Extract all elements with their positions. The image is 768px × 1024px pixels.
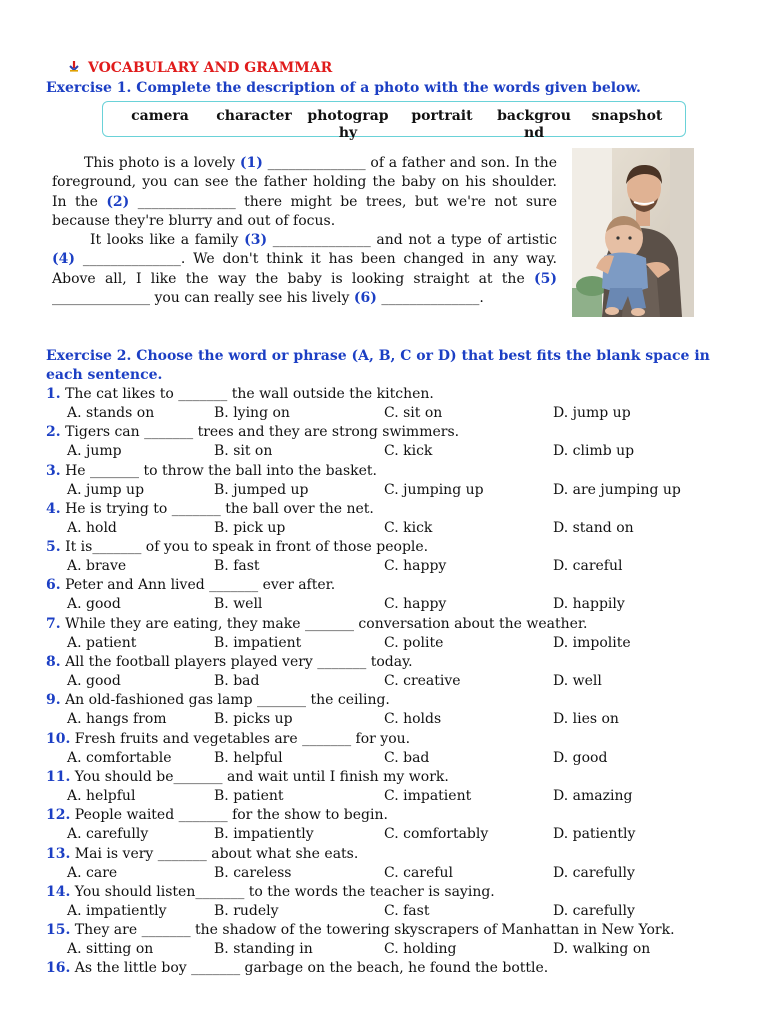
question-stem	[46, 653, 413, 672]
option-b[interactable]: B. standing in	[214, 941, 313, 958]
option-d[interactable]: D. good	[553, 749, 608, 766]
question-stem	[46, 500, 374, 519]
option-a[interactable]: A. brave	[67, 558, 127, 575]
question-text: While they are eating, they make _______ conversation about the weather.	[60, 615, 588, 632]
option-d[interactable]: D. walking on	[553, 941, 651, 958]
question-item	[46, 462, 746, 500]
question-text: All the football players played very _______ today.	[60, 654, 413, 671]
question-number: 8.	[46, 654, 61, 671]
question-number: 2.	[46, 424, 61, 441]
question-item	[46, 959, 746, 997]
option-b[interactable]: B. lying on	[214, 405, 290, 421]
question-number: 15.	[46, 922, 71, 939]
option-c[interactable]: C. happy	[384, 596, 447, 613]
question-text: Mai is very _______ about what she eats.	[70, 845, 359, 862]
option-c[interactable]: C. impatient	[384, 787, 472, 804]
question-text: Peter and Ann lived _______ ever after.	[60, 577, 336, 594]
question-number: 10.	[46, 730, 71, 747]
option-a[interactable]: A. helpful	[67, 787, 136, 804]
question-item	[46, 883, 746, 921]
question-text: Tigers can _______ trees and they are strong swimmers.	[60, 424, 460, 441]
bullet-arrow-icon	[68, 60, 82, 76]
question-item	[46, 806, 746, 844]
question-stem	[46, 538, 428, 557]
question-item	[46, 730, 746, 768]
exercise1-title: Exercise 1. Complete the description of a photo with the words given below.	[46, 80, 641, 96]
question-list	[46, 385, 746, 998]
question-text: People waited _______ for the show to begin.	[70, 807, 388, 824]
option-c[interactable]: C. kick	[384, 443, 433, 460]
option-d[interactable]: D. climb up	[553, 443, 635, 460]
option-c[interactable]: C. fast	[384, 902, 430, 919]
question-stem	[46, 730, 410, 749]
section-title-text: VOCABULARY AND GRAMMAR	[88, 60, 333, 76]
option-b[interactable]: B. careless	[214, 864, 292, 881]
question-text: As the little boy _______ garbage on the beach, he found the bottle.	[70, 960, 549, 977]
word-item: photograp hy	[307, 108, 389, 141]
question-item	[46, 921, 746, 959]
exercise2-title: Exercise 2. Choose the word or phrase (A, B, C or D) that best fits the blank space in each sentence.	[46, 348, 710, 383]
question-stem	[46, 768, 449, 787]
option-a[interactable]: A. care	[67, 864, 118, 881]
word-item: backgrou nd	[497, 108, 571, 141]
question-number: 1.	[46, 386, 61, 402]
word-item: snapshot	[591, 108, 663, 124]
question-item	[46, 500, 746, 538]
option-b[interactable]: B. bad	[214, 673, 260, 690]
option-a[interactable]: A. stands on	[67, 405, 155, 421]
question-number: 16.	[46, 960, 71, 977]
passage-paragraph: This photo is a lovely (1) ______________ of a father and son. In the foreground, you can see the father holding the baby on his shoulder. In the (2) ______________ there might be trees, but we're not sure because they're blurry and out of focus.	[52, 155, 558, 229]
option-d[interactable]: D. carefully	[553, 864, 635, 881]
father-son-photo	[572, 148, 694, 317]
question-number: 9.	[46, 692, 61, 709]
question-item	[46, 845, 746, 883]
option-c[interactable]: C. kick	[384, 519, 433, 536]
photo-description-passage	[52, 154, 557, 308]
option-b[interactable]: B. pick up	[214, 519, 286, 536]
option-a[interactable]: A. carefully	[67, 826, 149, 843]
option-c[interactable]: C. polite	[384, 634, 444, 651]
option-a[interactable]: A. sitting on	[67, 941, 154, 958]
question-item	[46, 576, 746, 614]
question-text: You should be_______ and wait until I finish my work.	[70, 768, 449, 785]
option-c[interactable]: C. creative	[384, 673, 461, 690]
question-text: It is_______ of you to speak in front of those people.	[60, 539, 429, 556]
option-d[interactable]: D. careful	[553, 558, 623, 575]
question-item	[46, 691, 746, 729]
question-item	[46, 538, 746, 576]
question-stem	[46, 806, 388, 825]
question-stem	[46, 385, 434, 404]
option-d[interactable]: D. amazing	[553, 787, 633, 804]
word-item: portrait	[411, 108, 473, 124]
question-item	[46, 423, 746, 461]
option-d[interactable]: D. patiently	[553, 826, 636, 843]
question-item	[46, 653, 746, 691]
question-number: 7.	[46, 615, 61, 632]
question-text: They are _______ the shadow of the towering skyscrapers of Manhattan in New York.	[70, 922, 675, 939]
question-number: 6.	[46, 577, 61, 594]
option-c[interactable]: C. sit on	[384, 405, 443, 421]
question-text: An old-fashioned gas lamp _______ the ceiling.	[60, 692, 390, 709]
option-a[interactable]: A. hangs from	[67, 711, 167, 728]
option-d[interactable]: D. lies on	[553, 711, 619, 728]
option-a[interactable]: A. jump up	[67, 481, 145, 498]
option-b[interactable]: B. fast	[214, 558, 260, 575]
word-item: character	[216, 108, 292, 124]
option-c[interactable]: C. holding	[384, 941, 457, 958]
option-d[interactable]: D. carefully	[553, 902, 635, 919]
option-c[interactable]: C. happy	[384, 558, 447, 575]
option-a[interactable]: A. good	[67, 673, 121, 690]
question-stem	[46, 921, 675, 940]
option-c[interactable]: C. careful	[384, 864, 453, 881]
question-number: 4.	[46, 500, 61, 517]
option-d[interactable]: D. happily	[553, 596, 625, 613]
question-stem	[46, 845, 358, 864]
option-a[interactable]: A. patient	[67, 634, 137, 651]
question-number: 11.	[46, 768, 71, 785]
option-d[interactable]: D. stand on	[553, 519, 634, 536]
option-a[interactable]: A. impatiently	[67, 902, 167, 919]
option-a[interactable]: A. hold	[67, 519, 117, 536]
option-b[interactable]: B. well	[214, 596, 263, 613]
question-number: 12.	[46, 807, 71, 824]
option-c[interactable]: C. holds	[384, 711, 442, 728]
question-stem	[46, 423, 459, 442]
word-box	[102, 101, 686, 141]
question-stem	[46, 959, 548, 978]
passage-paragraph: It looks like a family (3) ______________ and not a type of artistic (4) ______________. We don't think it has been changed in any way. Above all, I like the way the baby is looking straight at the (5) ______________ you can really see his lively (6) ______________.	[52, 232, 557, 307]
option-b[interactable]: B. rudely	[214, 902, 279, 919]
option-d[interactable]: D. are jumping up	[553, 481, 681, 498]
question-number: 3.	[46, 462, 61, 479]
question-stem	[46, 462, 377, 481]
option-c[interactable]: C. bad	[384, 749, 430, 766]
question-number: 13.	[46, 845, 71, 862]
question-item	[46, 768, 746, 806]
option-d[interactable]: D. well	[553, 673, 602, 690]
question-item	[46, 385, 746, 423]
option-b[interactable]: B. impatient	[214, 634, 302, 651]
option-b[interactable]: B. sit on	[214, 443, 273, 460]
question-number: 14.	[46, 883, 71, 900]
option-a[interactable]: A. comfortable	[67, 749, 172, 766]
question-item	[46, 615, 746, 653]
option-b[interactable]: B. helpful	[214, 749, 283, 766]
question-stem	[46, 615, 587, 634]
option-d[interactable]: D. jump up	[553, 405, 631, 421]
option-d[interactable]: D. impolite	[553, 634, 631, 651]
option-b[interactable]: B. jumped up	[214, 481, 309, 498]
question-number: 5.	[46, 539, 61, 556]
question-text: Fresh fruits and vegetables are _______ for you.	[70, 730, 411, 747]
question-text: The cat likes to _______ the wall outside the kitchen.	[60, 386, 434, 402]
section-title	[68, 60, 332, 76]
question-text: He is trying to _______ the ball over the net.	[60, 500, 374, 517]
question-text: You should listen_______ to the words the teacher is saying.	[70, 883, 495, 900]
option-b[interactable]: B. impatiently	[214, 826, 314, 843]
option-a[interactable]: A. jump	[67, 443, 122, 460]
question-text: He _______ to throw the ball into the basket.	[60, 462, 377, 479]
option-c[interactable]: C. comfortably	[384, 826, 489, 843]
option-a[interactable]: A. good	[67, 596, 121, 613]
option-b[interactable]: B. patient	[214, 787, 284, 804]
question-stem	[46, 576, 335, 595]
option-c[interactable]: C. jumping up	[384, 481, 484, 498]
option-b[interactable]: B. picks up	[214, 711, 293, 728]
question-stem	[46, 883, 495, 902]
question-stem	[46, 691, 390, 710]
word-item: camera	[131, 108, 189, 124]
